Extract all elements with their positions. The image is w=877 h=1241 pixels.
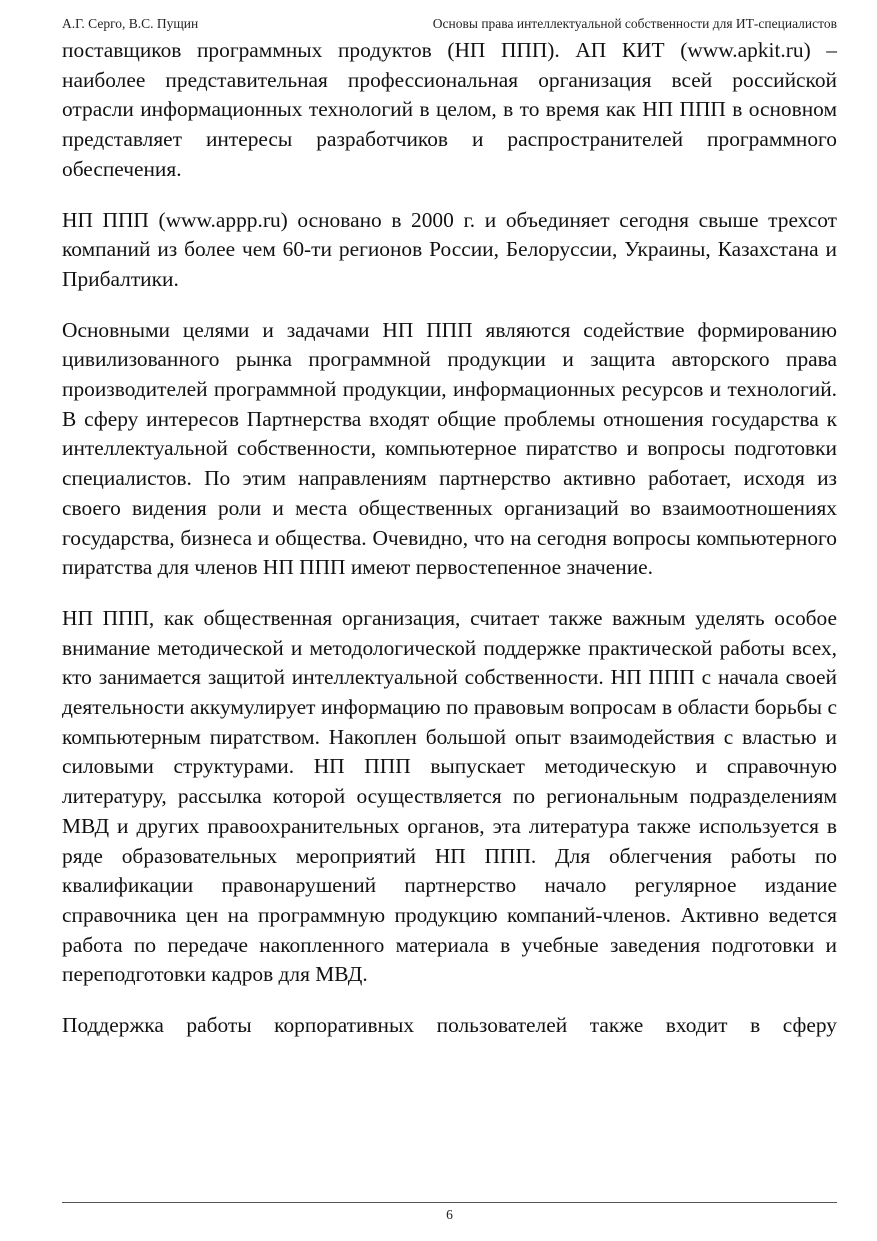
paragraph-2: НП ППП (www.appp.ru) основано в 2000 г. и объединяет сегодня свыше трехсот компаний из более чем 60-ти регионов России, Белоруссии, Украины, Казахстана и Прибалтики. [62,207,837,291]
running-header [62,14,837,34]
paragraph-3: Основными целями и задачами НП ППП являются содействие формированию цивилизованного рынка программной продукции и защита авторского права производителей программной продукции, информационных ресурсов и технологий. В сферу интересов Партнерства входят общие проблемы отношения государства к интеллектуальной собственности, компьютерное пиратство и вопросы подготовки специалистов. По этим направлениям партнерство активно работает, исходя из своего видения роли и места общественных организаций во взаимоотношениях государства, бизнеса и общества. Очевидно, что на сегодня вопросы компьютерного пиратства для членов НП ППП имеют первостепенное значение. [62,317,837,580]
page-body [62,36,837,1041]
header-authors: А.Г. Серго, В.С. Пущин [62,16,199,31]
header-book-title: Основы права интеллектуальной собственности для ИТ-специалистов [432,16,837,31]
page-number: 6 [446,1207,453,1222]
paragraph-5: Поддержка работы корпоративных пользователей также входит в сферу [62,1013,837,1038]
footer-divider [62,1202,837,1203]
paragraph-1: поставщиков программных продуктов (НП ППП). АП КИТ (www.apkit.ru) – наиболее представительная профессиональная организация всей российской отрасли информационных технологий в целом, в то время как НП ППП в основном представляет интересы разработчиков и распространителей программного обеспечения. [62,38,837,181]
paragraph-4: НП ППП, как общественная организация, считает также важным уделять особое внимание методической и методологической поддержке практической работы всех, кто занимается защитой интеллектуальной собственности. НП ППП с начала своей деятельности аккумулирует информацию по правовым вопросам в области борьбы с компьютерным пиратством. Накоплен большой опыт взаимодействия с властью и силовыми структурами. НП ППП выпускает методическую и справочную литературу, рассылка которой осуществляется по региональным подразделениям МВД и других правоохранительных органов, эта литература также используется в ряде образовательных мероприятий НП ППП. Для облегчения работы по квалификации правонарушений партнерство начало регулярное издание справочника цен на программную продукцию компаний-членов. Активно ведется работа по передаче накопленного материала в учебные заведения подготовки и переподготовки кадров для МВД. [62,605,837,987]
